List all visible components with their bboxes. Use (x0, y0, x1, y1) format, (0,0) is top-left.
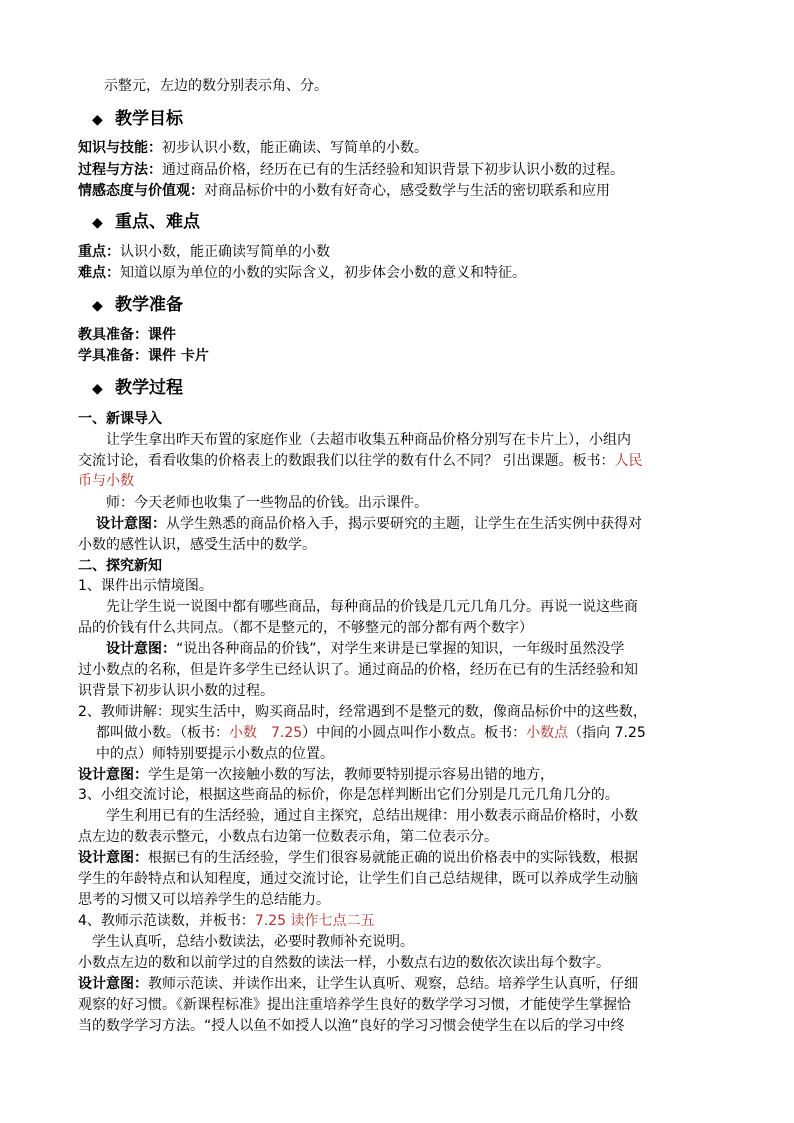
design-intent-3: 设计意图：学生是第一次接触小数的写法，教师要特别提示容易出错的地方， (78, 767, 554, 783)
prep-teacher: 教具准备：课件 (78, 327, 176, 343)
design-intent-5-line3: 当的数学学习方法。“授人以鱼不如授人以渔”良好的学习习惯会使学生在以后的学习中终 (78, 1018, 625, 1034)
heading-process: ◆ 教学过程 (92, 378, 183, 398)
key-point: 重点：认识小数，能正确读写简单的小数 (78, 244, 330, 260)
step2-line1: 2、教师讲解：现实生活中，购买商品时，经常遇到不是整元的数，像商品标价中的这些数， (78, 704, 647, 720)
heading-goals: ◆ 教学目标 (92, 109, 183, 129)
diamond-bullet-icon: ◆ (92, 215, 103, 231)
step4: 4、教师示范读数，并板书：7.25 读作七点二五 (78, 913, 375, 929)
design-intent-5-line2: 观察的好习惯。《新课程标准》提出注重培养学生良好的数学学习习惯，才能使学生掌握恰 (78, 997, 631, 1013)
heading-key-points: ◆ 重点、难点 (92, 212, 200, 232)
intro-line: 示整元，左边的数分别表示角、分。 (104, 78, 328, 94)
step4-para2: 小数点左边的数和以前学过的自然数的读法一样，小数点右边的数依次读出每个数字。 (78, 955, 610, 971)
diamond-bullet-icon: ◆ (92, 298, 103, 314)
part2-title: 二、探究新知 (78, 558, 162, 574)
design-intent-1-line1: 设计意图：从学生熟悉的商品价格入手，揭示要研究的主题，让学生在生活实例中获得对 (96, 516, 642, 532)
p1-line2: 交流讨论，看看收集的价格表上的数跟我们以往学的数有什么不同？ 引出课题。板书：人民 (78, 453, 643, 469)
diamond-bullet-icon: ◆ (92, 381, 103, 397)
step1: 1、课件出示情境图。 (78, 578, 213, 594)
design-intent-4-line1: 设计意图：根据已有的生活经验，学生们很容易就能正确的说出价格表中的实际钱数，根据 (78, 850, 638, 866)
step2-line2: 都叫做小数。（板书：小数 7.25）中间的小圆点叫作小数点。板书：小数点（指向 7.25 (96, 725, 646, 741)
design-intent-2-line1: 设计意图：“说出各种商品的价钱”，对学生来讲是已掌握的知识，一年级时虽然没学 (106, 641, 625, 657)
design-intent-2-line2: 过小数点的名称，但是许多学生已经认识了。通过商品的价格，经历在已有的生活经验和知 (78, 662, 638, 678)
diamond-bullet-icon: ◆ (92, 112, 103, 128)
step1-para-line2: 品的价钱有什么共同点。（都不是整元的，不够整元的部分都有两个数字） (78, 620, 533, 636)
step2-line3: 中的点）师特别要提示小数点的位置。 (96, 746, 334, 762)
step3-para-line1: 学生利用已有的生活经验，通过自主探究，总结出规律：用小数表示商品价格时，小数 (106, 808, 638, 824)
prep-student: 学具准备：课件 卡片 (78, 348, 209, 364)
design-intent-5-line1: 设计意图：教师示范读、并读作出来，让学生认真听、观察，总结。培养学生认真听，仔细 (78, 976, 638, 992)
step1-para-line1: 先让学生说一说图中都有哪些商品，每种商品的价钱是几元几角几分。再说一说这些商 (106, 599, 638, 615)
design-intent-2-line3: 识背景下初步认识小数的过程。 (78, 683, 274, 699)
step3: 3、小组交流讨论，根据这些商品的标价，你是怎样判断出它们分别是几元几角几分的。 (78, 787, 619, 803)
p1-line3: 币与小数 (78, 473, 134, 489)
heading-prep: ◆ 教学准备 (92, 295, 183, 315)
design-intent-1-line2: 小数的感性认识，感受生活中的数学。 (78, 537, 316, 553)
p1-line1: 让学生拿出昨天布置的家庭作业（去超市收集五种商品价格分别写在卡片上），小组内 (106, 432, 631, 448)
difficulty-point: 难点：知道以原为单位的小数的实际含义，初步体会小数的意义和特征。 (78, 265, 526, 281)
step3-para-line2: 点左边的数表示整元，小数点右边第一位数表示角，第二位表示分。 (78, 829, 498, 845)
p2-line: 师：今天老师也收集了一些物品的价钱。出示课件。 (106, 495, 428, 511)
design-intent-4-line2: 学生的年龄特点和认知程度，通过交流讨论，让学生们自己总结规律，既可以养成学生动脑 (78, 871, 638, 887)
goal-attitude: 情感态度与价值观：对商品标价中的小数有好奇心，感受数学与生活的密切联系和应用 (78, 183, 610, 199)
design-intent-4-line3: 思考的习惯又可以培养学生的总结能力。 (78, 892, 330, 908)
part1-title: 一、新课导入 (78, 411, 162, 427)
step4-para1: 学生认真听，总结小数读法，必要时教师补充说明。 (92, 934, 414, 950)
goal-knowledge: 知识与技能：初步认识小数，能正确读、写简单的小数。 (78, 140, 428, 156)
goal-process: 过程与方法：通过商品价格，经历在已有的生活经验和知识背景下初步认识小数的过程。 (78, 162, 624, 178)
